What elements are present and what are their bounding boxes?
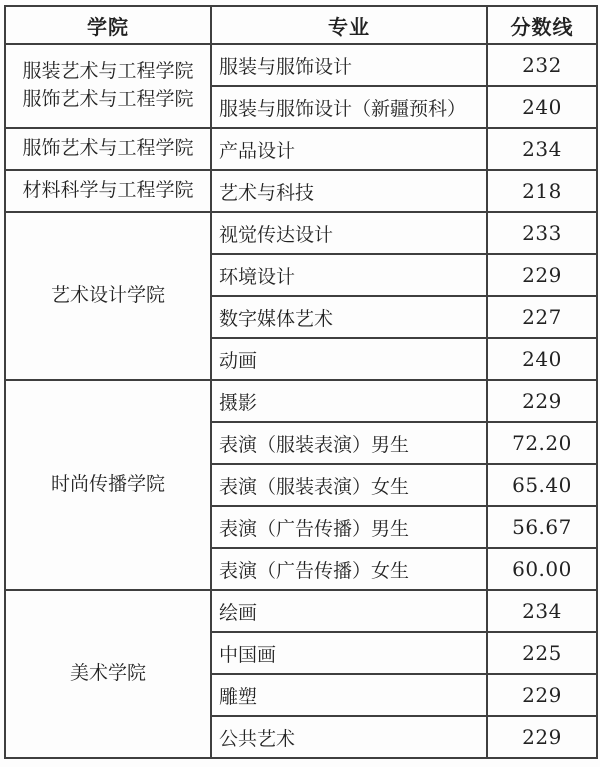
header-college: 学院 bbox=[5, 6, 211, 44]
major-cell: 摄影 bbox=[211, 380, 487, 422]
college-name-line: 材料科学与工程学院 bbox=[22, 179, 194, 202]
college-name-line: 服装艺术与工程学院 bbox=[22, 60, 194, 83]
score-cell: 229 bbox=[487, 674, 597, 716]
admission-score-table bbox=[4, 5, 598, 759]
college-cell bbox=[5, 44, 211, 128]
major-cell: 表演（服装表演）男生 bbox=[211, 422, 487, 464]
major-cell: 绘画 bbox=[211, 590, 487, 632]
table-row bbox=[5, 212, 597, 254]
score-cell: 60.00 bbox=[487, 548, 597, 590]
major-cell: 服装与服饰设计（新疆预科） bbox=[211, 86, 487, 128]
college-name-line: 美术学院 bbox=[69, 662, 146, 685]
header-major: 专业 bbox=[211, 6, 487, 44]
college-cell bbox=[5, 212, 211, 380]
score-cell: 232 bbox=[487, 44, 597, 86]
table-row bbox=[5, 380, 597, 422]
score-cell: 229 bbox=[487, 716, 597, 758]
college-name-line: 服饰艺术与工程学院 bbox=[22, 88, 194, 110]
major-cell: 动画 bbox=[211, 338, 487, 380]
college-cell bbox=[5, 380, 211, 590]
score-cell: 233 bbox=[487, 212, 597, 254]
college-name-line: 时尚传播学院 bbox=[50, 473, 165, 496]
major-cell: 服装与服饰设计 bbox=[211, 44, 487, 86]
major-cell: 表演（广告传播）女生 bbox=[211, 548, 487, 590]
score-cell: 234 bbox=[487, 590, 597, 632]
table-row bbox=[5, 590, 597, 632]
major-cell: 艺术与科技 bbox=[211, 170, 487, 212]
header-row bbox=[5, 6, 597, 44]
major-cell: 视觉传达设计 bbox=[211, 212, 487, 254]
table-row bbox=[5, 128, 597, 170]
header-score: 分数线 bbox=[487, 6, 597, 44]
major-cell: 中国画 bbox=[211, 632, 487, 674]
table-header bbox=[5, 6, 597, 44]
major-cell: 产品设计 bbox=[211, 128, 487, 170]
major-cell: 环境设计 bbox=[211, 254, 487, 296]
score-cell: 234 bbox=[487, 128, 597, 170]
score-cell: 218 bbox=[487, 170, 597, 212]
major-cell: 公共艺术 bbox=[211, 716, 487, 758]
college-cell bbox=[5, 128, 211, 170]
table-row bbox=[5, 44, 597, 86]
major-cell: 雕塑 bbox=[211, 674, 487, 716]
major-cell: 数字媒体艺术 bbox=[211, 296, 487, 338]
college-cell bbox=[5, 590, 211, 758]
score-cell: 229 bbox=[487, 254, 597, 296]
score-cell: 65.40 bbox=[487, 464, 597, 506]
score-cell: 225 bbox=[487, 632, 597, 674]
score-cell: 240 bbox=[487, 338, 597, 380]
score-table-body bbox=[5, 44, 597, 758]
major-cell: 表演（服装表演）女生 bbox=[211, 464, 487, 506]
table-row bbox=[5, 170, 597, 212]
score-cell: 72.20 bbox=[487, 422, 597, 464]
major-cell: 表演（广告传播）男生 bbox=[211, 506, 487, 548]
college-cell bbox=[5, 170, 211, 212]
score-cell: 227 bbox=[487, 296, 597, 338]
score-cell: 240 bbox=[487, 86, 597, 128]
college-name-line: 服饰艺术与工程学院 bbox=[22, 137, 194, 160]
score-cell: 229 bbox=[487, 380, 597, 422]
score-cell: 56.67 bbox=[487, 506, 597, 548]
college-name-line: 艺术设计学院 bbox=[50, 284, 165, 307]
